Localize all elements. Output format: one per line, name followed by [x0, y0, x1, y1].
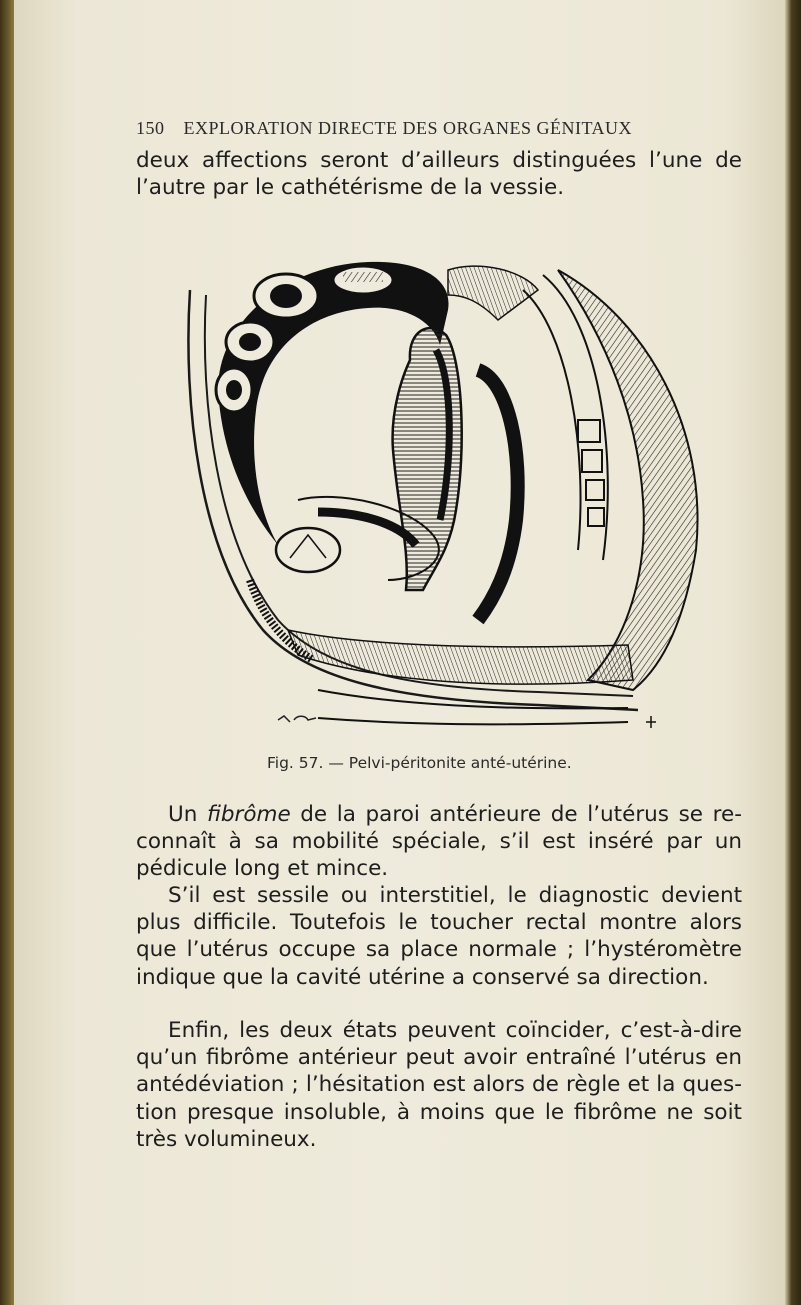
running-title: EXPLORATION DIRECTE DES ORGANES GÉNITAUX [183, 118, 633, 138]
paragraph-2 [136, 801, 742, 883]
paragraph-3: S’il est sessile ou interstitiel, le diagnostic devient plus difficile. Toutefois le toucher rectal montre alors que l’utérus occupe sa place normale ; l’hystéromètre indique que la cavité utérine a conservé sa direction. [136, 883, 742, 990]
paragraph-1: deux affections seront d’ailleurs distinguées l’une de l’autre par le cathétérisme de la vessie. [136, 148, 742, 201]
paragraph-2-rest: de la paroi antérieure de l’utérus se re-connaît à sa mobilité spéciale, s’il est inséré par un pédicule long et mince. [136, 802, 742, 882]
paragraph-4: Enfin, les deux états peuvent coïncider, c’est-à-dire qu’un fibrôme antérieur peut avoir entraîné l’utérus en antédéviation ; l’hésitation est alors de règle et la ques-tion presque insoluble, à moins que le fibrôme ne soit très volumineux. [136, 1018, 742, 1152]
page-number: 150 [136, 118, 165, 138]
paragraph-2-emphasis: fibrôme [206, 802, 291, 827]
page-right-edge [785, 0, 801, 1305]
figure-caption: Fig. 57. — Pelvi-péritonite anté-utérine. [267, 754, 572, 772]
book-binding-edge [0, 0, 14, 1305]
pelvic-section-illustration [178, 250, 708, 750]
running-header [136, 118, 716, 139]
paragraph-2-lead: Un [168, 802, 207, 827]
